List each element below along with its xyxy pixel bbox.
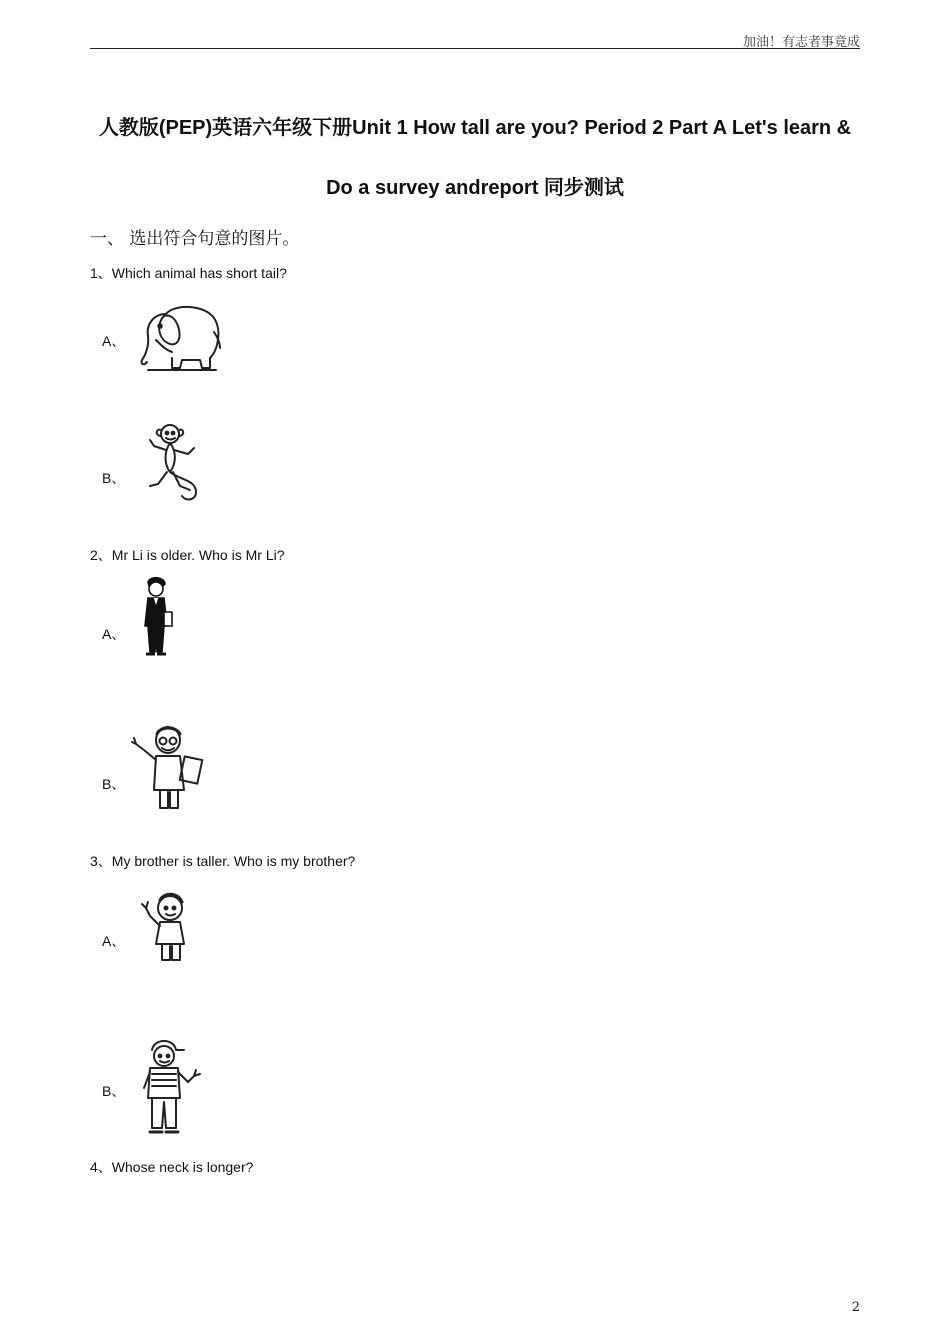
page-number: 2 (851, 1300, 860, 1315)
question-2-option-b-label: B、 (102, 776, 126, 792)
question-1-option-a-label: A、 (102, 333, 126, 349)
short-boy-waving-icon (138, 890, 194, 966)
tall-boy-in-cap-icon (134, 1036, 204, 1136)
question-3-option-a-label: A、 (102, 933, 126, 949)
question-2-text: 2、Mr Li is older. Who is Mr Li? (90, 547, 285, 563)
question-3-text: 3、My brother is taller. Who is my brother? (90, 853, 356, 869)
section-heading: 一、 选出符合句意的图片。 (90, 229, 300, 249)
elephant-icon (138, 300, 222, 374)
question-3-option-b-label: B、 (102, 1083, 126, 1099)
old-man-with-book-icon (130, 722, 210, 812)
page-title-line-1: 人教版(PEP)英语六年级下册Unit 1 How tall are you? Period 2 Part A Let's learn & (98, 117, 852, 139)
young-man-in-suit-icon (136, 576, 176, 660)
monkey-icon (140, 420, 202, 504)
page-title-line-2: Do a survey andreport 同步测试 (326, 177, 624, 199)
question-1-text: 1、Which animal has short tail? (90, 265, 287, 281)
header-motto: 加油！有志者事竟成 (742, 35, 860, 50)
question-4-text: 4、Whose neck is longer? (90, 1159, 254, 1175)
header-rule (90, 48, 860, 49)
question-1-option-b-label: B、 (102, 470, 126, 486)
question-2-option-a-label: A、 (102, 626, 126, 642)
